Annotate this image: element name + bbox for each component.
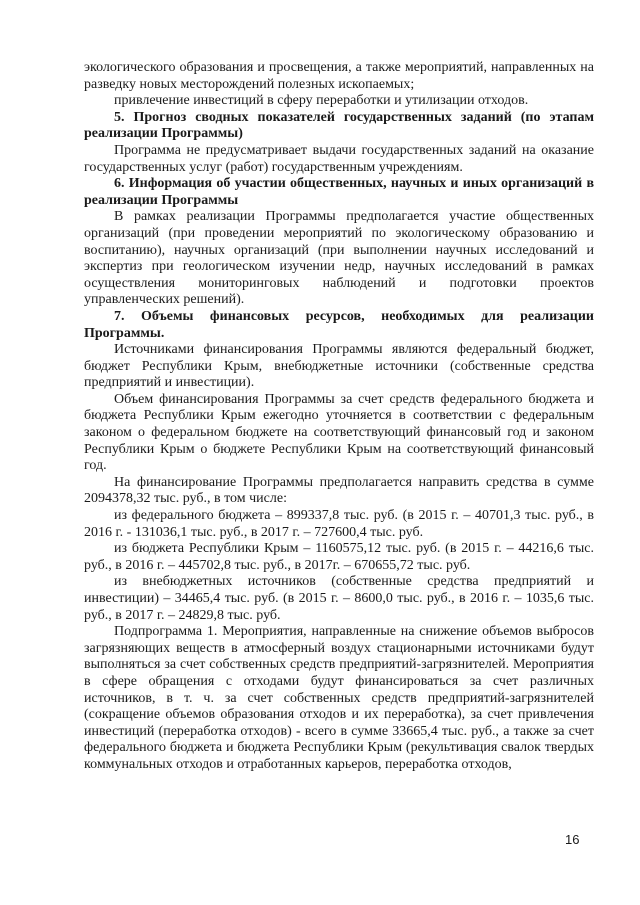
- paragraph-6: Объем финансирования Программы за счет средств федерального бюджета и бюджета Республики Крым ежегодно уточняется в соответствии с федеральным законом о федеральном бюджете на соответствующий финансовый год и законом Республики Крым о бюджете Республики Крым на соответствующий финансовый год.: [84, 391, 594, 474]
- paragraph-4: В рамках реализации Программы предполагается участие общественных организаций (при проведении мероприятий по экологическому образованию и воспитанию), научных организаций (при выполнении научных исследований и экспертиз при геологическом изучении недр, научных исследований в рамках осуществления мониторинговых наблюдений и подготовки проектов управленческих решений).: [84, 209, 594, 308]
- section-heading-5: 5. Прогноз сводных показателей государственных заданий (по этапам реализации Программы): [84, 109, 594, 142]
- paragraph-federal-budget: из федерального бюджета – 899337,8 тыс. руб. (в 2015 г. – 40701,3 тыс. руб., в 2016 г. - 131036,1 тыс. руб., в 2017 г. – 727600,4 тыс. руб.: [84, 508, 594, 540]
- paragraph-5: Источниками финансирования Программы являются федеральный бюджет, бюджет Республики Крым, внебюджетные источники (собственные средства предприятий и инвестиции).: [84, 342, 594, 391]
- section-heading-6: 6. Информация об участии общественных, научных и иных организаций в реализации Программы: [84, 176, 594, 208]
- paragraph-2: привлечение инвестиций в сферу переработки и утилизации отходов.: [114, 93, 529, 109]
- paragraph-3: Программа не предусматривает выдачи государственных заданий на оказание государственных услуг (работ) государственным учреждениям.: [84, 142, 594, 175]
- paragraph-7: На финансирование Программы предполагается направить средства в сумме 2094378,32 тыс. руб., в том числе:: [84, 474, 594, 507]
- document-body: [84, 60, 594, 774]
- paragraph-crimea-budget: из бюджета Республики Крым – 1160575,12 тыс. руб. (в 2015 г. – 44216,6 тыс. руб., в 2016 г. – 445702,8 тыс. руб., в 2017г. – 670655,72 тыс. руб.: [84, 541, 594, 573]
- paragraph-extrabudgetary: из внебюджетных источников (собственные средства предприятий и инвестиции) – 34465,4 тыс. руб. (в 2015 г. – 8600,0 тыс. руб., в 2016 г. – 1035,6 тыс. руб., в 2017 г. – 24829,8 тыс. руб.: [84, 574, 594, 623]
- paragraph-subprogram-1: Подпрограмма 1. Мероприятия, направленные на снижение объемов выбросов загрязняющих веществ в атмосферный воздух стационарными источниками будут выполняться за счет собственных средств предприятий-загрязнителей. Мероприятия в сфере обращения с отходами будут финансироваться за счет различных источников, в т. ч. за счет собственных средств предприятий-загрязнителей (сокращение объемов образования отходов и их переработка), за счет привлечения инвестиций (переработка отходов) - всего в сумме 33665,4 тыс. руб., а также за счет федерального бюджета и бюджета Республики Крым (рекультивация свалок твердых коммунальных отходов и отработанных карьеров, переработка отходов,: [84, 624, 594, 772]
- section-heading-7: 7. Объемы финансовых ресурсов, необходимых для реализации Программы.: [84, 308, 594, 341]
- paragraph-1: экологического образования и просвещения, а также мероприятий, направленных на разведку новых месторождений полезных ископаемых;: [84, 60, 594, 92]
- page-number: 16: [565, 832, 580, 847]
